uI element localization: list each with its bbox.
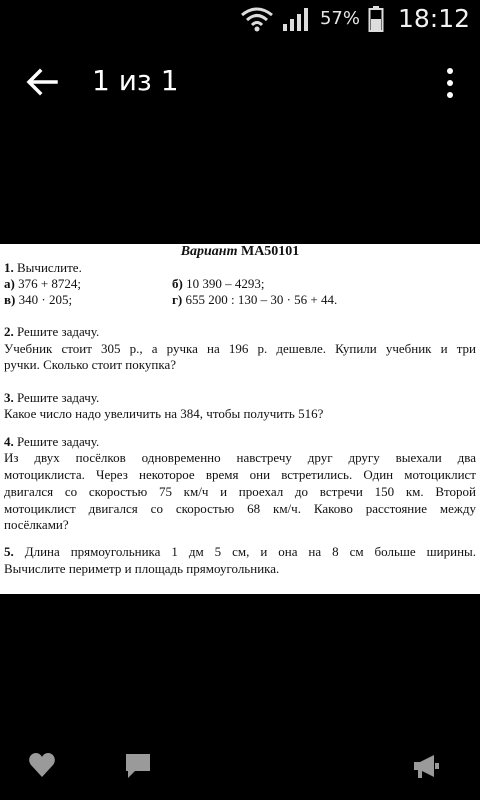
variant-heading: Вариант МА50101 — [180, 244, 300, 259]
app-bar — [0, 38, 480, 124]
heart-icon[interactable] — [28, 752, 56, 783]
comment-icon[interactable] — [124, 752, 152, 785]
bottom-action-bar — [0, 730, 480, 800]
task-5-line-2: Вычислите периметр и площадь прямоугольника. — [4, 561, 280, 576]
battery-icon — [368, 5, 384, 33]
task-4-line-3: двигался со скоростью 75 км/ч и проехал до встречи 150 км. Второй — [4, 484, 476, 499]
task-4-line-1: Из двух посёлков одновременно навстречу друг другу выехали два — [4, 450, 476, 465]
task-3-heading: 3. Решите задачу. — [4, 390, 100, 405]
task-2-heading: 2. Решите задачу. — [4, 324, 100, 339]
signal-icon — [282, 6, 312, 32]
task-4-line-4: мотоциклист двигался со скоростью 68 км/ч. Каково расстояние между — [4, 501, 476, 516]
status-clock: 18:12 — [397, 4, 470, 33]
task-1-row-2: в) 340 · 205; г) 655 200 : 130 – 30 · 56 + 44. — [4, 292, 338, 307]
task-1-heading: 1. Вычислите. — [4, 260, 82, 275]
wifi-icon — [240, 5, 274, 33]
battery-percent: 57% — [319, 8, 360, 29]
task-2-line-1: Учебник стоит 305 р., а ручка на 196 р. дешевле. Купили учебник и три — [4, 341, 476, 356]
document-image[interactable] — [0, 244, 480, 594]
more-options-icon[interactable] — [442, 66, 458, 100]
task-4-line-2: мотоциклиста. Через некоторое время они встретились. Один мотоциклист — [4, 467, 476, 482]
status-icons — [240, 4, 470, 33]
task-4-heading: 4. Решите задачу. — [4, 434, 100, 449]
status-bar — [0, 0, 480, 38]
task-3-line-1: Какое число надо увеличить на 384, чтобы получить 516? — [4, 406, 324, 421]
megaphone-icon[interactable] — [412, 752, 440, 785]
task-2-line-2: ручки. Сколько стоит покупка? — [4, 357, 176, 372]
task-1-row-1: а) 376 + 8724; б) 10 390 – 4293; — [4, 276, 265, 291]
task-4-line-5: посёлками? — [4, 517, 69, 532]
back-arrow-icon[interactable] — [22, 62, 62, 102]
page-counter-title: 1 из 1 — [92, 64, 179, 97]
task-5-line-1: 5. Длина прямоугольника 1 дм 5 см, и она на 8 см больше ширины. — [4, 544, 477, 559]
